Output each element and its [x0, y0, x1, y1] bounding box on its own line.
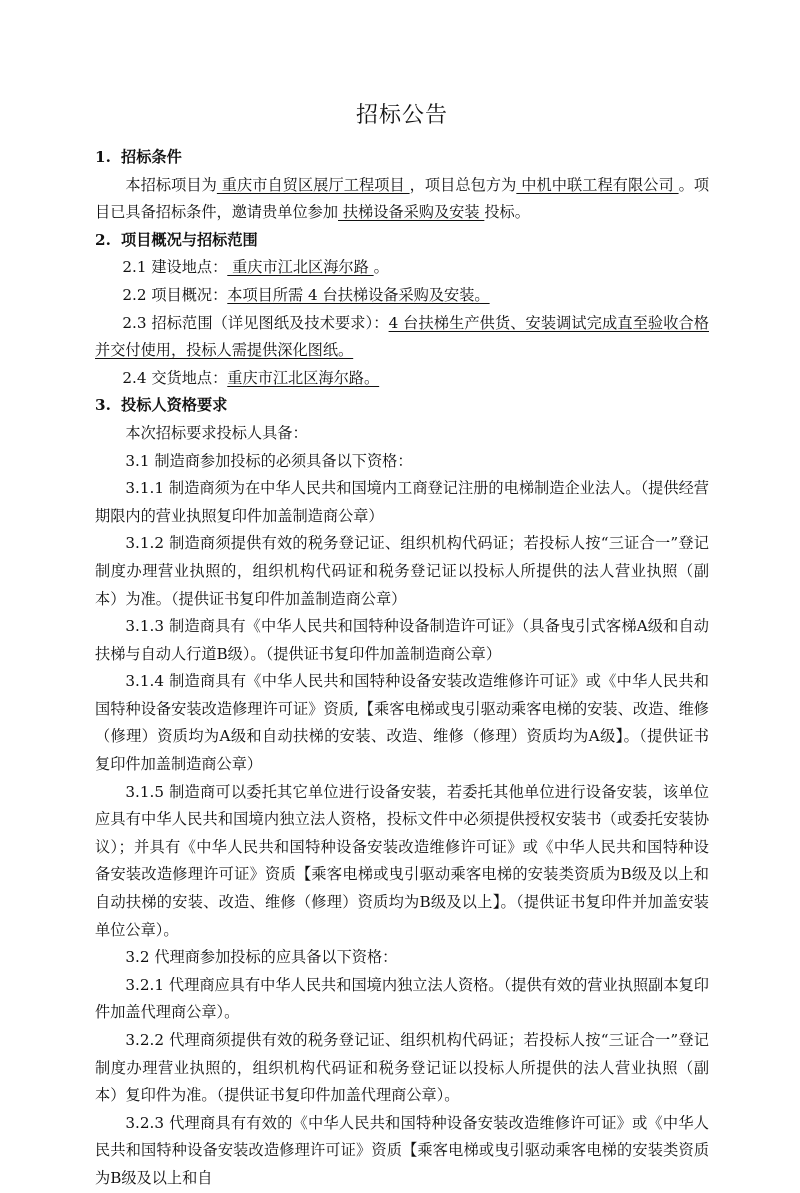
section-heading-2: [95, 227, 709, 255]
paragraph-bidding-conditions: [95, 172, 709, 227]
paragraph: 3.1.5 制造商可以委托其它单位进行设备安装，若委托其他单位进行设备安装，该单位应具有中华人民共和国境内独立法人资格，投标文件中必须提供授权安装书（或委托安装协议）；并具有《中华人民共和国特种设备安装改造维修许可证》或《中华人民共和国特种设备安装改造修理许可证》资质【乘客电梯或曳引驱动乘客电梯的安装类资质为B级及以上和自动扶梯的安装、改造、维修（修理）资质均为B级及以上】。（提供证书复印件并加盖安装单位公章）。: [95, 782, 709, 939]
paragraph-2-1: [95, 254, 709, 282]
paragraph-2-3: [95, 310, 709, 365]
text-segment: 2.2 项目概况：: [122, 285, 228, 304]
underlined-field: 中机中联工程有限公司: [516, 175, 679, 194]
paragraph-2-2: [95, 282, 709, 310]
paragraph: 3.1.2 制造商须提供有效的税务登记证、组织机构代码证；若投标人按“三证合一”登记制度办理营业执照的，组织机构代码证和税务登记证以投标人所提供的法人营业执照（副本）为准。（提供证书复印件加盖制造商公章）: [95, 534, 709, 608]
paragraph: 3.1.4 制造商具有《中华人民共和国特种设备安装改造维修许可证》或《中华人民共和国特种设备安装改造修理许可证》资质,【乘客电梯或曳引驱动乘客电梯的安装、改造、维修（修理）资质均为A级和自动扶梯的安装、改造、维修（修理）资质均为A级】。（提供证书复印件加盖制造商公章）: [95, 672, 709, 774]
paragraph: 3.2.2 代理商须提供有效的税务登记证、组织机构代码证；若投标人按“三证合一”登记制度办理营业执照的，组织机构代码证和税务登记证以投标人所提供的法人营业执照（副本）复印件为准。（提供证书复印件加盖代理商公章）。: [95, 1031, 709, 1105]
paragraph: 3.2.1 代理商应具有中华人民共和国境内独立法人资格。（提供有效的营业执照副本复印件加盖代理商公章）。: [95, 975, 709, 1022]
paragraph: 3.2 代理商参加投标的应具备以下资格：: [125, 948, 398, 967]
text-segment: 2.3 招标范围（详见图纸及技术要求）：: [122, 313, 389, 332]
text-segment: 3.: [95, 396, 111, 415]
paragraph: 3.1 制造商参加投标的必须具备以下资格：: [125, 451, 413, 470]
text-segment: 2.4 交货地点：: [122, 368, 228, 387]
text-segment: ，项目总包方为: [409, 175, 517, 194]
paragraph: 本次招标要求投标人具备：: [125, 423, 308, 442]
underlined-field: 重庆市江北区海尔路: [227, 258, 374, 277]
text-segment: 1.: [95, 148, 111, 166]
text-segment: 招标条件: [121, 148, 182, 166]
text-segment: 。项目已具备招标条件，邀请贵单位参加: [95, 175, 710, 222]
paragraph: 3.1.1 制造商须为在中华人民共和国境内工商登记注册的电梯制造企业法人。（提供经营期限内的营业执照复印件加盖制造商公章）: [95, 479, 709, 525]
underlined-field: 重庆市自贸区展厅工程项目: [216, 175, 410, 194]
underlined-field: 扶梯设备采购及安装: [338, 203, 485, 222]
paragraph: 3.1.3 制造商具有《中华人民共和国特种设备制造许可证》（具备曳引式客梯A级和自动扶梯与自动人行道B级）。（提供证书复印件加盖制造商公章）: [95, 617, 709, 663]
paragraph-2-4: [95, 365, 709, 393]
underlined-field: 4 台扶梯生产供货、安装调试完成直至验收合格 并交付使用，投标人需提供深化图纸。: [95, 313, 709, 360]
underlined-field: 本项目所需 4 台扶梯设备采购及安装。: [227, 285, 490, 304]
underlined-field: 重庆市江北区海尔路。: [227, 368, 380, 387]
paragraph: 3.2.3 代理商具有有效的《中华人民共和国特种设备安装改造维修许可证》或《中华人民共和国特种设备安装改造修理许可证》资质【乘客电梯或曳引驱动乘客电梯的安装类资质为B级及以上和自: [95, 1113, 709, 1187]
text-segment: 。: [373, 258, 389, 277]
text-segment: 2.: [95, 230, 111, 249]
section-heading-1: [95, 144, 709, 172]
text-segment: 项目概况与招标范围: [121, 230, 258, 249]
document-body: [95, 144, 709, 1193]
text-segment: 本招标项目为: [125, 175, 217, 194]
section-heading-3: [95, 392, 709, 420]
page-title: 招标公告: [355, 103, 448, 128]
text-segment: 2.1 建设地点：: [122, 258, 228, 277]
text-segment: 投标人资格要求: [121, 396, 228, 415]
text-segment: 投标。: [484, 203, 530, 222]
